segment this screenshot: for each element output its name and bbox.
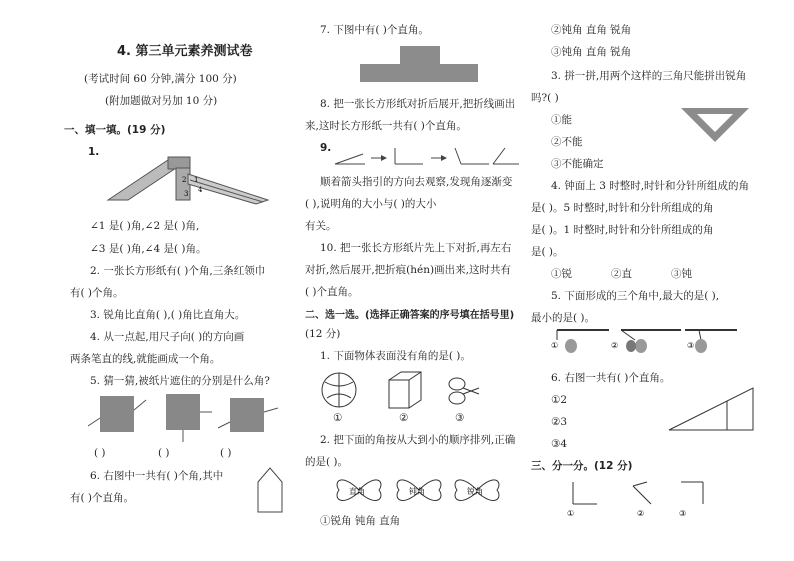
page-title: 4. 第三单元素养测试卷 [117,44,253,59]
section-1-heading: 一、填一填。(19 分) [64,124,166,136]
exam-time-note: (考试时间 60 分钟,满分 100 分) [84,73,237,85]
q6-line-1: 6. 右图中一共有( )个角,其中 [90,470,224,482]
angle-sequence-figure [333,144,523,170]
s3-fig-label-1: ① [567,509,575,518]
s2-q1-opt-3: ③ [455,412,465,424]
slide-label-2: 2 [182,176,187,184]
column-3 [527,0,757,561]
s2-q4-line-2: 是( )。5 时整时,时针和分针所组成的角 [531,202,714,214]
butterflies-figure [331,472,511,510]
q1-line-2: ∠3 是( )角,∠4 是( )角。 [90,243,207,255]
butterfly-label-1: 直角 [349,487,365,496]
q5-blank-1: ( ) [94,447,106,459]
s2-q5-line-1: 5. 下面形成的三个角中,最大的是( ), [551,290,720,302]
sort-angles-figure [563,478,713,518]
s2-q3-line-2: 吗?( ) [531,92,559,104]
s2-q4-line-3: 是( )。1 时整时,时针和分针所组成的角 [531,224,714,236]
s2-q3-opt-1: ①能 [551,114,572,126]
question-1-number: 1. [88,146,100,158]
slide-label-3: 3 [184,190,189,198]
q3-text: 3. 锐角比直角( ),( )角比直角大。 [90,309,246,321]
slide-label-4: 4 [198,186,203,194]
q10-line-2: 对折,然后展开,把折痕(hén)画出来,这时共有 [305,264,511,276]
s2-q6-text: 6. 右图一共有( )个直角。 [551,372,671,384]
q5-blank-3: ( ) [220,447,232,459]
q10-line-1: 10. 把一张长方形纸片先上下对折,再左右 [320,242,512,254]
q9-line-1: 顺着箭头指引的方向去观察,发现角逐渐变 [320,176,513,188]
s2-q2-opt-3: ③钝角 直角 锐角 [551,46,632,58]
slide-label-1: 1 [194,176,199,184]
q5-fig-label-1: ① [551,341,559,350]
s2-q1-text: 1. 下面物体表面没有角的是( )。 [320,350,471,362]
triangle-ruler-figure [679,104,751,144]
q2-line-2: 有( )个角。 [70,287,124,299]
q5-fig-label-2: ② [611,341,619,350]
s2-q2-opt-1: ①锐角 钝角 直角 [320,515,401,527]
q4-line-2: 两条笔直的线,就能画成一个角。 [70,353,221,365]
s2-q2-opt-2: ②钝角 直角 锐角 [551,24,632,36]
q9-line-3: 有关。 [305,220,337,232]
q6-line-2: 有( )个直角。 [70,492,135,504]
s2-q3-opt-3: ③不能确定 [551,158,604,170]
q4-line-1: 4. 从一点起,用尺子向( )的方向画 [90,331,245,343]
s2-q4-opt-2: ②直 [611,268,632,280]
s2-q6-opt-1: ①2 [551,394,568,406]
s2-q4-line-1: 4. 钟面上 3 时整时,时针和分针所组成的角 [551,180,750,192]
q7-text: 7. 下图中有( )个直角。 [320,24,429,36]
q5-fig-label-3: ③ [687,341,695,350]
objects-figure [317,368,487,418]
section-2-score: (12 分) [305,328,341,340]
q10-line-3: ( )个直角。 [305,286,359,298]
right-triangle-figure [667,384,759,434]
column-1 [60,0,285,561]
s2-q4-opt-1: ①锐 [551,268,572,280]
house-figure [256,466,284,514]
bonus-note: (附加题做对另加 10 分) [105,95,218,107]
q8-line-1: 8. 把一张长方形纸对折后展开,把折线画出 [320,98,516,110]
s2-q2-line-2: 的是( )。 [305,456,349,468]
s3-fig-label-3: ③ [679,509,687,518]
q5-text: 5. 猜一猜,被纸片遮住的分别是什么角? [90,375,270,387]
s2-q6-opt-2: ②3 [551,416,568,428]
covered-angles-figure [88,390,288,445]
s2-q6-opt-3: ③4 [551,438,568,450]
column-2 [305,0,527,561]
s2-q1-opt-2: ② [399,412,409,424]
slide-figure [98,152,298,212]
q5-blank-2: ( ) [158,447,170,459]
q2-line-1: 2. 一张长方形纸有( )个角,三条红领巾 [90,265,266,277]
q8-line-2: 来,这时长方形纸一共有( )个直角。 [305,120,467,132]
s2-q5-line-2: 最小的是( )。 [531,312,596,324]
q9-number: 9. [320,142,332,154]
s2-q3-line-1: 3. 拼一拼,用两个这样的三角尺能拼出锐角 [551,70,747,82]
section-3-heading: 三、分一分。(12 分) [531,460,633,472]
s2-q4-opt-3: ③钝 [671,268,692,280]
q1-line-1: ∠1 是( )角,∠2 是( )角, [90,220,200,232]
section-2-heading: 二、选一选。(选择正确答案的序号填在括号里) [305,310,515,321]
butterfly-label-3: 锐角 [467,487,483,496]
s2-q4-line-4: 是( )。 [531,246,564,258]
q9-line-2: ( ),说明角的大小与( )的大小 [305,198,437,210]
s2-q3-opt-2: ②不能 [551,136,583,148]
right-angle-shape [360,44,480,86]
butterfly-label-2: 钝角 [409,487,425,496]
s3-fig-label-2: ② [637,509,645,518]
lantern-angles-figure [549,324,739,360]
s2-q1-opt-1: ① [333,412,343,424]
s2-q2-line-1: 2. 把下面的角按从大到小的顺序排列,正确 [320,434,516,446]
